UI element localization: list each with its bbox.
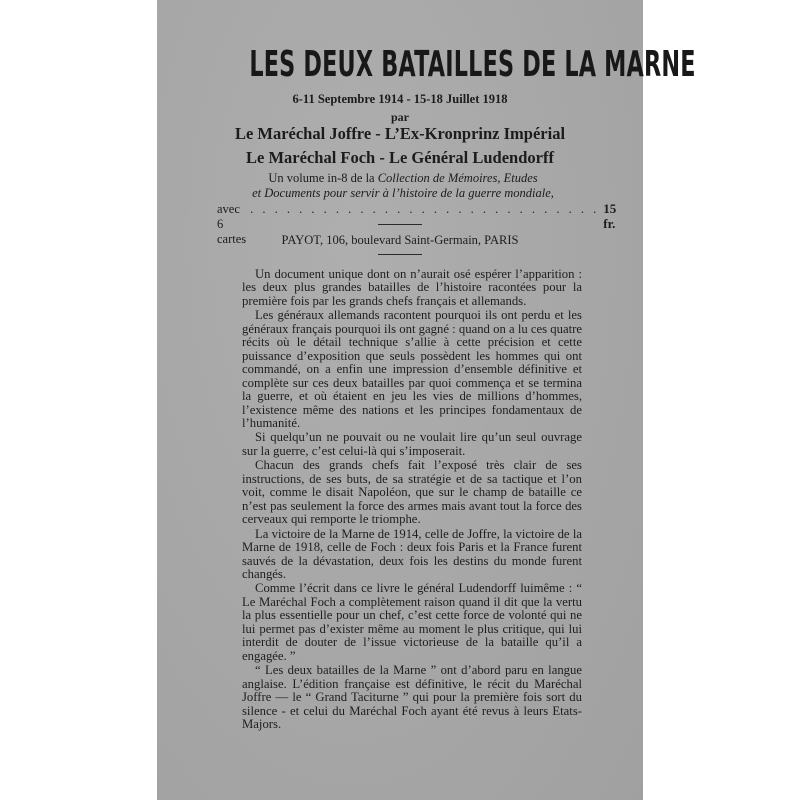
volume-maps: avec 6 cartes [217,202,247,246]
publisher-line: PAYOT, 106, boulevard Saint-Germain, PARIS [281,233,519,247]
divider-upper [378,224,422,225]
authors-line-2: Le Maréchal Foch - Le Général Ludendorff [246,148,554,167]
authors-line-1: Le Maréchal Joffre - L’Ex-Kronprinz Impérial [234,124,566,143]
price: 15 fr. [603,201,617,231]
volume-line-1: Un volume in-8 de la Collection de Mémoires, Etudes [268,171,538,185]
paragraph: Chacun des grands chefs fait l’exposé très clair de ses instructions, de ses buts, de sa stratégie et de sa tactique et l’on voit, comme le disait Napoléon, que sur le champ de bataille ce n’est pas seulement la force des armes mais avant tout la force des cerveaux qui remporte le triomphe. [242,458,582,527]
volume-line-2: et Documents pour servir à l’histoire de la guerre mondiale, [252,186,554,200]
body-text [242,268,582,732]
paragraph: “ Les deux batailles de la Marne ” ont d’abord paru en langue anglaise. L’édition française est définitive, le récit du Maréchal Joffre — le “ Grand Taciturne ” qui pour la première fois sort du silence - et celui du Maréchal Foch ayant été revus à leurs Etats-Majors. [242,663,582,731]
paragraph: Si quelqu’un ne pouvait ou ne voulait lire qu’un seul ouvrage sur la guerre, c’est celui-là qui s’imposerait. [242,430,582,458]
paragraph: Comme l’écrit dans ce livre le général Ludendorff luimême : “ Le Maréchal Foch a complètement raison quand il dit que la vertu la plus essentielle pour un chef, c’est cette force de volonté qui ne lui permet pas d’exister même au moment le plus critique, qui lui interdit de douter de l’issue victorieuse de la bataille qu’il a engagée. ” [242,581,582,663]
paragraph: Les généraux allemands racontent pourquoi ils ont perdu et les généraux français pourquoi ils ont gagné : quand on a lu ces quatre récits où le détail technique s’allie à cette précision et cette puissance d’exposition que seuls possèdent les hommes qui ont commandé, on a enfin une impression d’ensemble définitive et complète sur ces deux batailles par quoi commença et se termina la guerre, et où étaient en jeu les vies de millions d’hommes, l’existence même des nations et les principes fondamentaux de l’humanité. [242,308,582,430]
paragraph: La victoire de la Marne de 1914, celle de Joffre, la victoire de la Marne de 1918, celle de Foch : deux fois Paris et la France furent sauvés de la dévastation, deux fois les destins du monde furent changés. [242,526,582,581]
document-page [157,0,696,800]
paragraph: Un document unique dont on n’aurait osé espérer l’apparition : les deux plus grandes batailles de l’histoire racontées pour la première fois par les grands chefs français et allemands. [242,267,582,308]
by-line: par [391,110,409,124]
document-title: LES DEUX BATAILLES DE LA MARNE [249,44,696,85]
divider-lower [378,254,422,255]
leader-dots: . . . . . . . . . . . . . . . . . . . . . . . . . . . . . [250,202,600,216]
battle-dates: 6-11 Septembre 1914 - 15-18 Juillet 1918 [292,92,508,106]
